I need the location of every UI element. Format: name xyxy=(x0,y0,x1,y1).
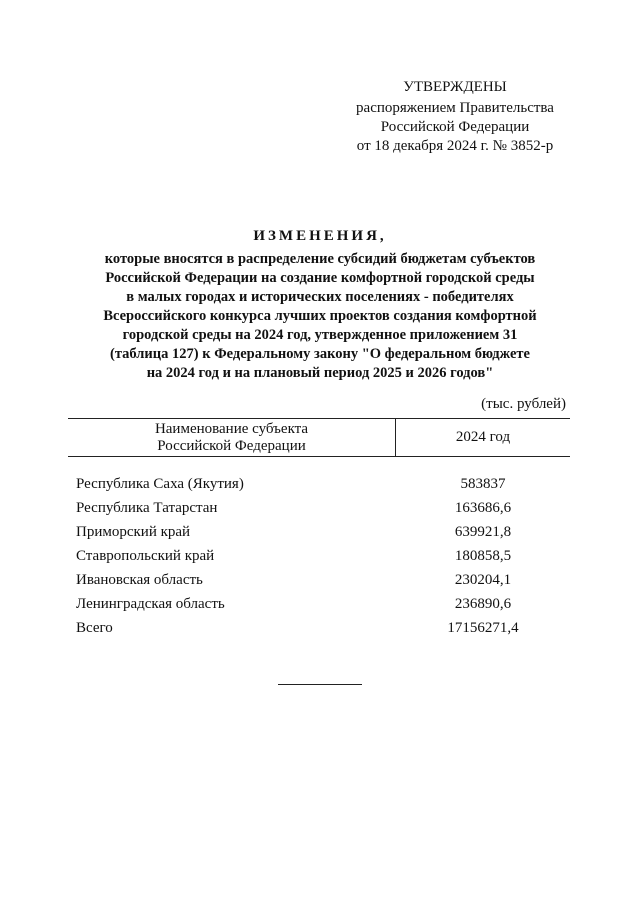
table-row xyxy=(76,568,570,592)
document-subtitle xyxy=(70,250,570,383)
approval-heading: УТВЕРЖДЕНЫ xyxy=(403,79,507,95)
header-line: Российской Федерации xyxy=(157,438,306,454)
subtitle-line: городской среды на 2024 год, утвержденное приложением 31 xyxy=(122,327,518,343)
closing-divider xyxy=(278,684,362,685)
subject-value: 230204,1 xyxy=(454,571,512,588)
subtitle-line: Всероссийского конкурса лучших проектов создания комфортной xyxy=(103,308,537,324)
approval-line: распоряжением Правительства xyxy=(356,100,554,116)
approval-block xyxy=(350,78,560,156)
subject-name: Приморский край xyxy=(76,523,191,540)
header-line: Наименование субъекта xyxy=(154,421,309,437)
subject-value: 236890,6 xyxy=(454,595,512,612)
subject-name: Республика Татарстан xyxy=(76,499,218,516)
table-header xyxy=(68,418,570,457)
subtitle-line: (таблица 127) к Федеральному закону "О федеральном бюджете xyxy=(110,346,530,362)
table-row xyxy=(76,496,570,520)
approval-line: Российской Федерации xyxy=(380,119,530,135)
subject-name: Республика Саха (Якутия) xyxy=(76,475,244,492)
table-row xyxy=(76,544,570,568)
subject-name: Ставропольский край xyxy=(76,547,215,564)
total-label: Всего xyxy=(76,619,113,636)
subject-value: 163686,6 xyxy=(454,499,512,516)
document-title: ИЗМЕНЕНИЯ, xyxy=(253,228,387,244)
table-row xyxy=(76,520,570,544)
table-row-total xyxy=(76,616,570,640)
header-subject-name xyxy=(68,419,396,456)
units-label: (тыс. рублей) xyxy=(481,396,566,412)
table-body xyxy=(76,472,570,640)
approval-line: от 18 декабря 2024 г. № 3852-р xyxy=(356,138,554,154)
subject-name: Ивановская область xyxy=(76,571,203,588)
subject-value: 639921,8 xyxy=(454,523,512,540)
subject-name: Ленинградская область xyxy=(76,595,225,612)
table-row xyxy=(76,472,570,496)
header-year: 2024 год xyxy=(455,429,511,445)
subject-value: 180858,5 xyxy=(454,547,512,564)
subject-value: 583837 xyxy=(460,475,506,492)
subtitle-line: которые вносятся в распределение субсидий бюджетам субъектов xyxy=(104,251,536,267)
table-row xyxy=(76,592,570,616)
subtitle-line: на 2024 год и на плановый период 2025 и 2026 годов" xyxy=(146,365,494,381)
subtitle-line: Российской Федерации на создание комфортной городской среды xyxy=(105,270,535,286)
total-value: 17156271,4 xyxy=(447,619,519,636)
subtitle-line: в малых городах и исторических поселениях - победителях xyxy=(126,289,514,305)
